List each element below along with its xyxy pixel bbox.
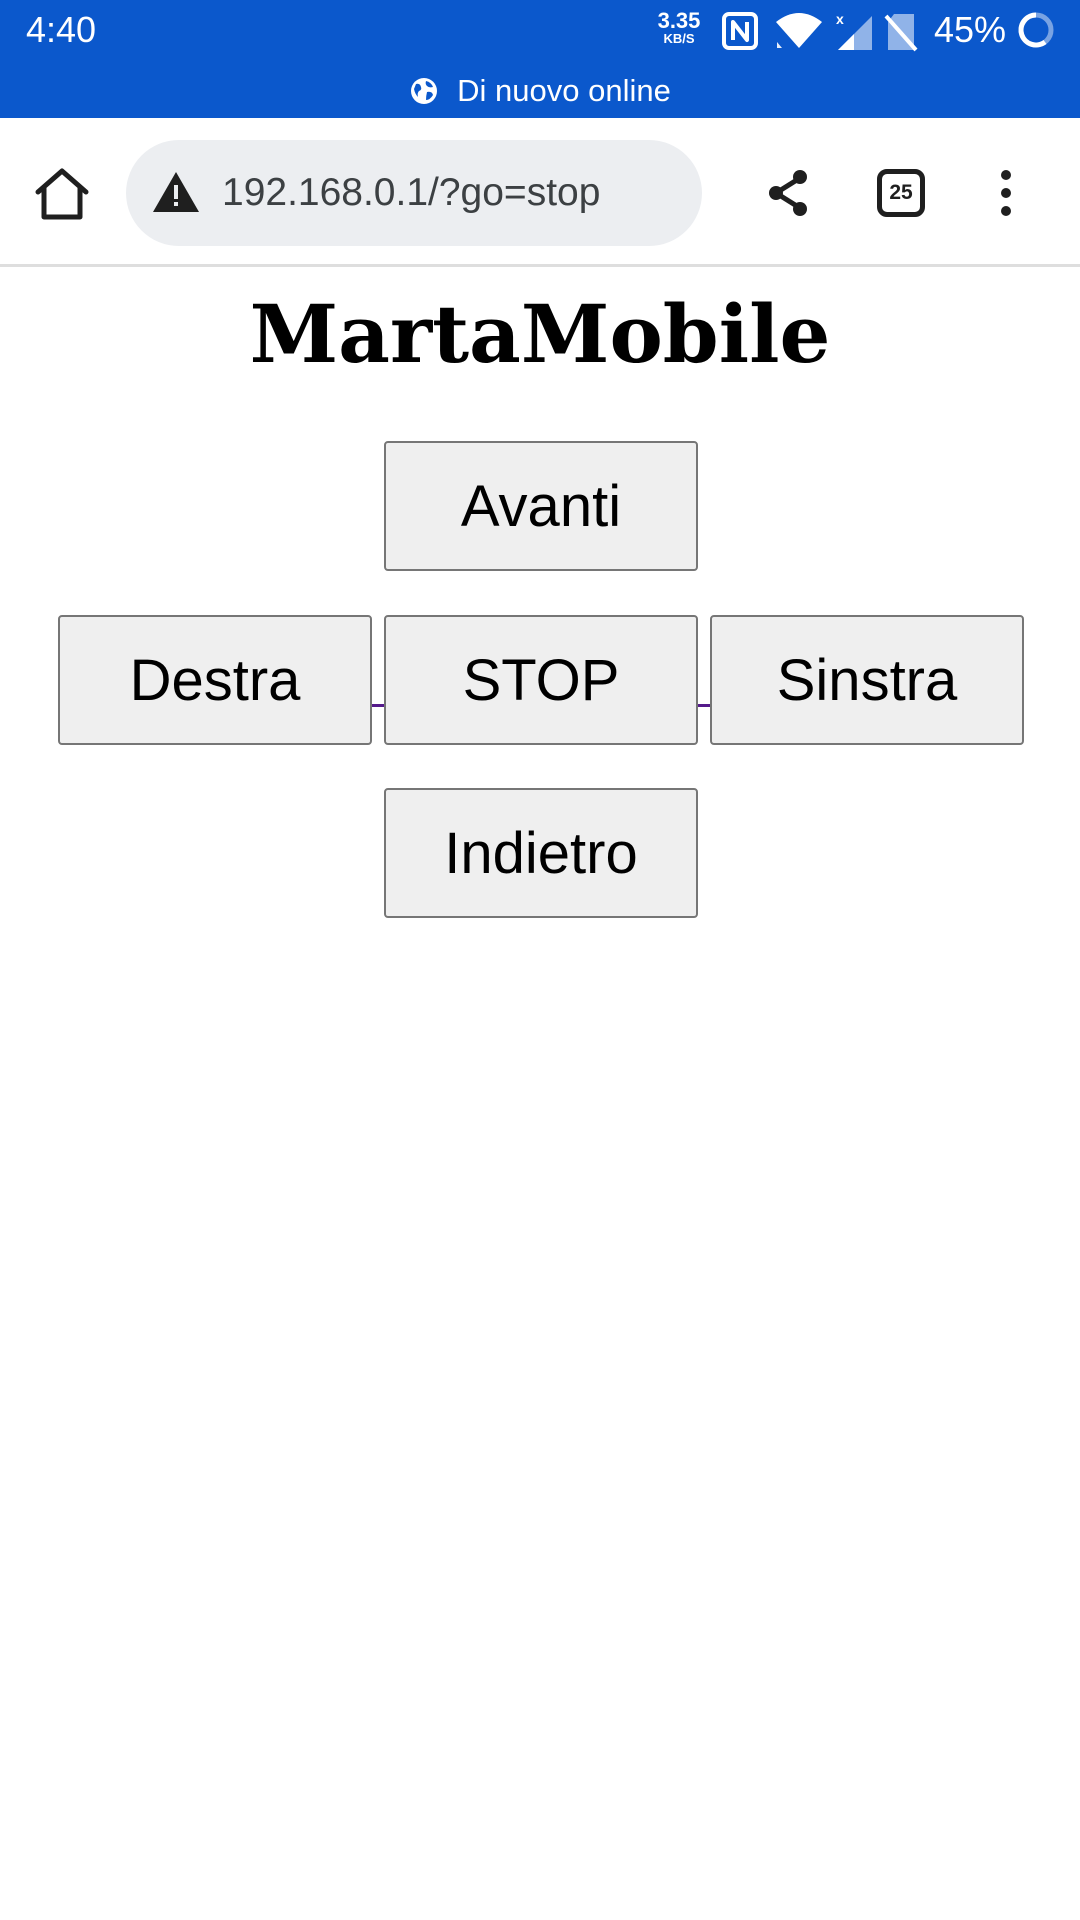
- wifi-icon: [774, 12, 824, 50]
- globe-icon: [409, 76, 439, 106]
- status-time: 4:40: [26, 9, 97, 50]
- warning-icon[interactable]: [152, 170, 200, 214]
- nfc-icon: [722, 12, 758, 50]
- network-speed-value: 3.35: [657, 8, 701, 33]
- link-underline[interactable]: [698, 704, 710, 707]
- tab-count: 25: [889, 181, 913, 204]
- battery-icon: [1016, 10, 1056, 50]
- status-bar: [0, 0, 1080, 118]
- home-icon[interactable]: [32, 166, 92, 222]
- right-button[interactable]: Destra: [58, 615, 372, 745]
- address-bar[interactable]: [126, 140, 702, 246]
- svg-text:x: x: [836, 12, 844, 27]
- signal-icon: [834, 12, 874, 52]
- back-button[interactable]: Indietro: [384, 788, 698, 918]
- online-notice-text: Di nuovo online: [457, 73, 671, 108]
- link-underline[interactable]: [372, 704, 384, 707]
- left-button[interactable]: Sinstra: [710, 615, 1024, 745]
- page-title: MartaMobile: [249, 287, 831, 381]
- stop-button[interactable]: STOP: [384, 615, 698, 745]
- network-speed: [652, 10, 706, 46]
- browser-toolbar: [0, 118, 1080, 267]
- tabs-icon[interactable]: [877, 169, 925, 217]
- forward-button[interactable]: Avanti: [384, 441, 698, 571]
- connection-notice: [0, 70, 1080, 112]
- share-icon[interactable]: [764, 168, 812, 218]
- menu-icon[interactable]: [994, 168, 1018, 218]
- network-speed-unit: KB/S: [663, 31, 695, 46]
- no-sim-icon: [884, 12, 918, 52]
- url-text[interactable]: 192.168.0.1/?go=stop: [222, 171, 601, 214]
- battery-percentage: 45%: [934, 9, 1007, 50]
